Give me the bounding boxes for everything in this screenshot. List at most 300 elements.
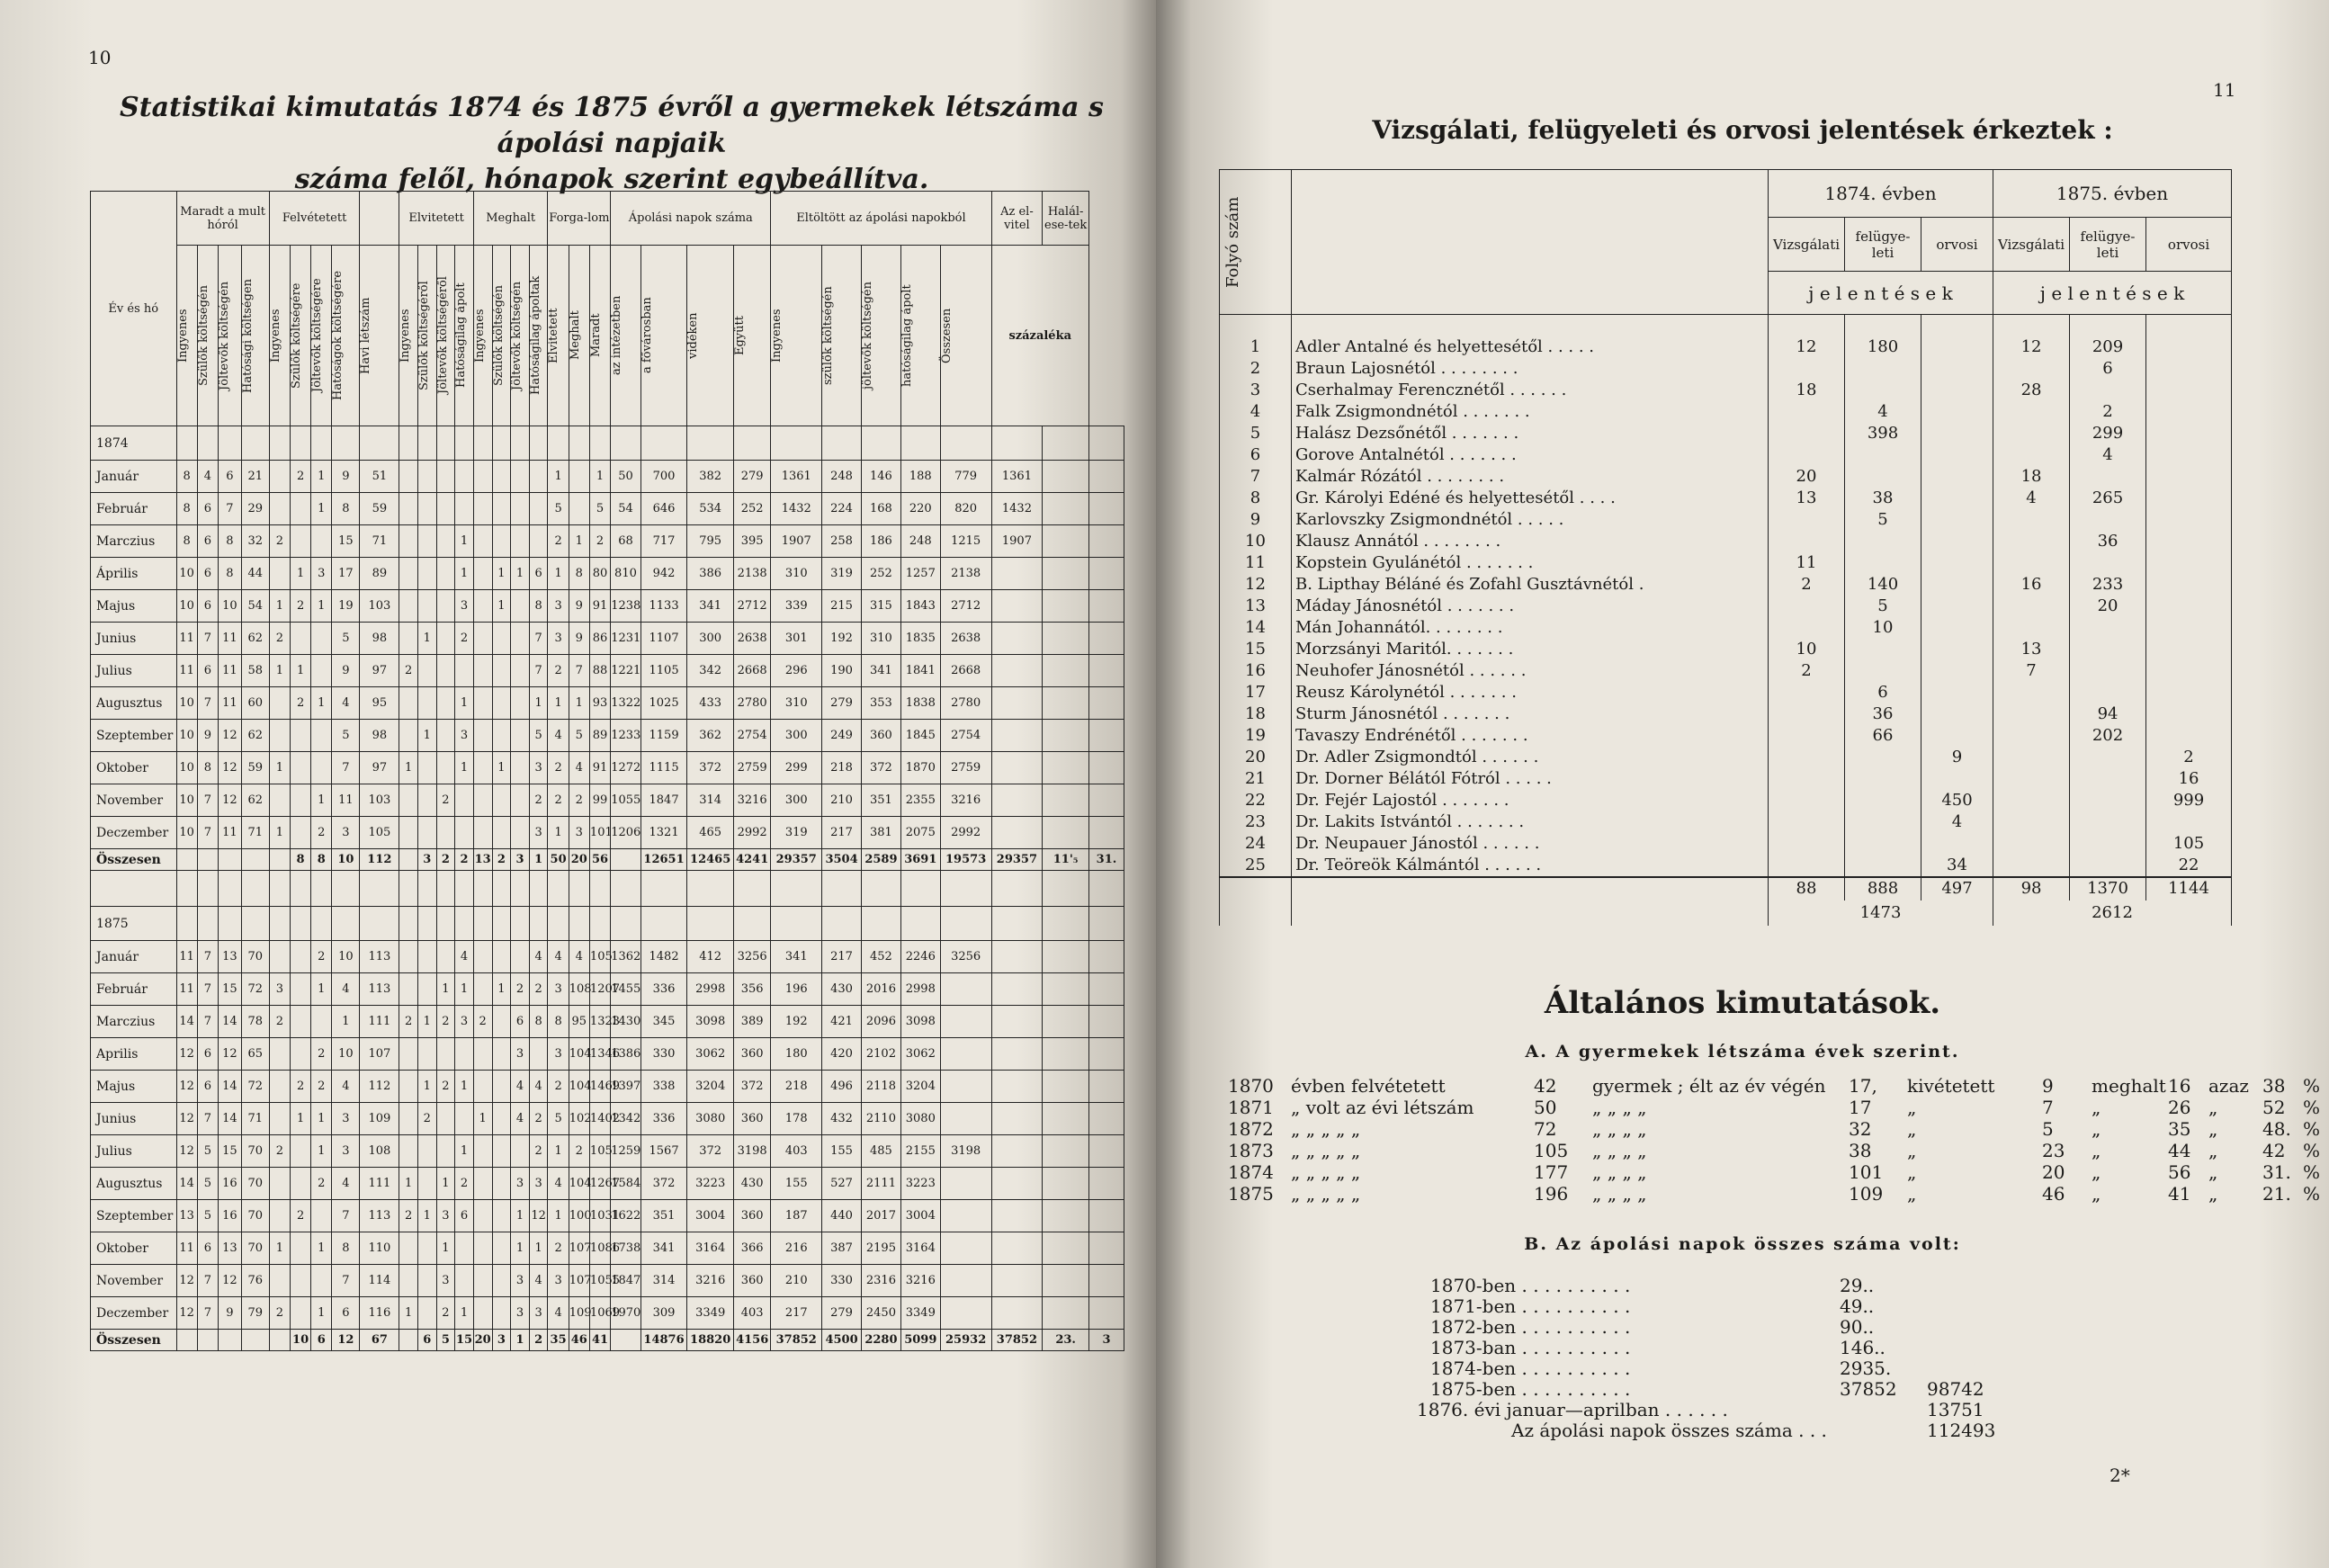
table-cell [1088,687,1124,720]
table-cell: 1 [290,558,310,590]
table-cell: 3080 [900,1103,940,1135]
month-label: Majus [91,590,177,623]
table-cell: 395 [733,525,770,558]
entry-value [1769,682,1845,703]
table-cell [1043,784,1089,817]
table-cell: 14 [218,1006,241,1038]
table-cell: 1322 [611,687,641,720]
table-cell [940,1297,991,1330]
yearstat-sym: % [2303,1161,2321,1183]
entry-value [1921,639,1993,660]
entry-value [1921,466,1993,488]
table-cell: 80 [589,558,610,590]
table-cell [455,1265,474,1297]
table-cell: 360 [733,1103,770,1135]
table-cell: 1 [269,1232,290,1265]
table-cell: 1 [473,1103,492,1135]
sub-column-header: felügye-leti [2070,217,2146,272]
entry-value: 202 [2070,725,2146,747]
total-label: Összesen [91,1330,177,1351]
table-cell: 15 [455,1330,474,1351]
table-cell [269,871,290,907]
table-cell: 10 [332,1038,360,1071]
table-cell [1088,941,1124,973]
table-cell [1088,1232,1124,1265]
table-cell: 5 [197,1135,218,1168]
yearstat-azaz: „ [2208,1161,2218,1183]
table-row [91,1232,1124,1265]
entry-value [1921,833,1993,855]
table-cell [417,1265,436,1297]
table-cell: 330 [640,1038,687,1071]
table-cell [492,1071,511,1103]
table-cell: 220 [900,493,940,525]
table-cell: 1361 [771,461,822,493]
table-cell [399,1038,418,1071]
table-cell: 2 [436,1297,455,1330]
table-cell: 32 [241,525,269,558]
care-days-value: 146.. [1840,1337,1886,1358]
table-cell: 12 [218,1265,241,1297]
table-cell [290,1006,310,1038]
table-cell: 3349 [687,1297,734,1330]
table-cell [436,1103,455,1135]
entry-value [2146,660,2232,682]
table-cell: 330 [822,1265,862,1297]
table-cell: 1469 [589,1071,610,1103]
entry-value [2146,617,2232,639]
table-cell: 1 [455,1071,474,1103]
entry-number: 12 [1220,574,1292,596]
yearstat-m: „ [2092,1118,2101,1140]
table-row [91,1200,1124,1232]
yearstat-n: 72 [1534,1118,1557,1140]
table-cell [492,1297,511,1330]
table-cell [417,817,436,849]
table-cell: 2 [436,849,455,871]
table-cell: 99 [589,784,610,817]
table-cell: 1907 [771,525,822,558]
table-cell: 3164 [687,1232,734,1265]
entry-value: 140 [1845,574,1921,596]
entry-name: Morzsányi Maritól. . . . . . . [1292,639,1769,660]
table-cell: 12 [176,1135,197,1168]
table-cell [473,1265,492,1297]
yearstat-row [1228,1075,2321,1097]
table-cell [399,1232,418,1265]
table-cell [529,1038,548,1071]
care-days-value: 90.. [1840,1316,1875,1338]
column-header [569,246,589,426]
table-cell: 15 [332,525,360,558]
entry-name: Cserhalmay Ferencznétől . . . . . . [1292,380,1769,401]
column-header-label: a fővárosban [640,297,654,374]
table-cell [290,1297,310,1330]
table-cell: 3504 [822,849,862,871]
table-cell: 700 [640,461,687,493]
table-cell [269,907,290,941]
list-item [1220,768,2232,790]
table-cell [589,907,610,941]
table-cell: 1 [548,1200,569,1232]
table-cell: 2138 [940,558,991,590]
table-cell: 1843 [900,590,940,623]
yearstat-alive: 32 [1849,1118,1872,1140]
table-cell [1043,1297,1089,1330]
table-cell [1292,900,1769,926]
entry-value: 209 [2070,336,2146,358]
yearstat-m: „ [2092,1097,2101,1118]
entry-value [1769,423,1845,444]
table-cell: 1 [290,1103,310,1135]
table-cell [492,941,511,973]
table-cell [492,907,511,941]
table-cell: 1 [492,752,511,784]
table-cell: 3 [311,558,332,590]
table-cell: 1 [455,1297,474,1330]
column-header [940,246,991,426]
table-cell [1043,907,1089,941]
entry-value: 18 [1993,466,2070,488]
table-cell [399,493,418,525]
entry-value [1921,660,1993,682]
table-cell: 372 [687,1135,734,1168]
list-item [1220,380,2232,401]
table-cell [991,1103,1043,1135]
table-cell [511,941,530,973]
entry-number: 13 [1220,596,1292,617]
table-cell: 3 [529,1168,548,1200]
table-cell: 465 [687,817,734,849]
yearstat-desc: évben felvétetett [1291,1075,1446,1097]
entry-value: 12 [1769,336,1845,358]
yearstat-p: 42 [2262,1140,2286,1161]
table-cell: 319 [822,558,862,590]
table-cell: 387 [822,1232,862,1265]
entry-value [1845,790,1921,811]
entry-value: 4 [2070,444,2146,466]
table-cell: 11 [176,623,197,655]
entry-number: 9 [1220,509,1292,531]
table-cell [733,871,770,907]
list-item [1220,531,2232,552]
care-days-value: 2935. [1840,1357,1892,1379]
table-cell [1088,752,1124,784]
table-cell [176,426,197,461]
table-cell: 104 [569,1038,589,1071]
table-cell: 91 [589,752,610,784]
table-cell: 1 [311,687,332,720]
table-cell [940,1103,991,1135]
table-cell: 1207 [589,973,610,1006]
table-cell [589,871,610,907]
table-cell [399,558,418,590]
spacer-row [1220,315,2232,336]
table-cell [492,461,511,493]
table-cell: 97 [360,655,399,687]
table-cell: 1738 [611,1232,641,1265]
header-group: Meghalt [473,192,548,246]
table-cell [940,1071,991,1103]
table-cell [991,655,1043,687]
table-cell: 1 [492,973,511,1006]
table-cell: 356 [733,973,770,1006]
entry-value [1769,790,1845,811]
entry-name: Gorove Antalnétól . . . . . . . [1292,444,1769,466]
table-cell: 25932 [940,1330,991,1351]
table-cell: 5 [569,720,589,752]
table-cell [492,871,511,907]
column-header [511,246,530,426]
table-cell: 37852 [771,1330,822,1351]
table-cell: 485 [862,1135,901,1168]
table-cell [241,426,269,461]
table-cell [290,493,310,525]
yearstat-mid: „ „ „ „ [1592,1161,1647,1183]
table-cell: 1 [529,849,548,871]
table-cell: 11 [332,784,360,817]
list-item [1220,488,2232,509]
column-header [492,246,511,426]
table-cell: 86 [589,623,610,655]
table-cell: 108 [360,1135,399,1168]
table-cell [360,426,399,461]
list-item [1220,336,2232,358]
table-cell [589,426,610,461]
care-days-total: 112493 [1927,1420,1996,1441]
table-row [91,1265,1124,1297]
entry-value: 38 [1845,488,1921,509]
table-cell [176,871,197,907]
table-cell: 1 [455,558,474,590]
table-cell: 10 [290,1330,310,1351]
header-group: Ápolási napok száma [611,192,771,246]
table-cell [176,907,197,941]
yearstat-m: „ [2092,1161,2101,1183]
table-cell: 54 [241,590,269,623]
entry-value [1845,358,1921,380]
table-cell: 70 [241,941,269,973]
yearstat-sym: % [2303,1118,2321,1140]
table-cell [241,871,269,907]
entry-number: 1 [1220,336,1292,358]
table-cell: 1841 [900,655,940,687]
entry-value: 13 [1993,639,2070,660]
list-item [1220,444,2232,466]
table-cell: 7 [218,493,241,525]
column-header-label: hatóságilag ápolt [900,284,914,387]
table-cell: 3 [511,1168,530,1200]
entry-value [1993,768,2070,790]
table-cell [473,871,492,907]
title-line-1: Statistikai kimutatás 1874 és 1875 évről a gyermekek létszáma s ápolási napjaik [120,92,1104,159]
table-cell: 2 [529,973,548,1006]
table-cell: 1 [511,1200,530,1232]
table-cell [492,1006,511,1038]
table-cell [529,525,548,558]
entry-value: 233 [2070,574,2146,596]
table-cell: 3349 [900,1297,940,1330]
column-header [822,246,862,426]
entry-value [1921,596,1993,617]
table-cell [290,817,310,849]
list-item [1220,855,2232,877]
yearstat-pct: 56 [2168,1161,2191,1183]
yearstat-desc: „ „ „ „ „ [1291,1140,1361,1161]
table-cell: 72 [241,973,269,1006]
table-cell: 1 [311,1232,332,1265]
table-cell: 279 [822,1297,862,1330]
month-label: Január [91,941,177,973]
table-cell: 1 [311,973,332,1006]
month-label: November [91,784,177,817]
entry-value: 94 [2070,703,2146,725]
column-header-label: Szülők költségén [196,285,211,386]
column-header [640,246,687,426]
table-cell: 1 [269,817,290,849]
table-cell: 71 [241,1103,269,1135]
table-cell [473,687,492,720]
table-row [91,687,1124,720]
table-cell: 188 [900,461,940,493]
table-cell: 56 [589,849,610,871]
table-cell: 4 [332,1071,360,1103]
table-cell: 1362 [611,941,641,973]
table-cell [473,1200,492,1232]
table-cell: 88 [589,655,610,687]
table-cell [940,1168,991,1200]
column-header [269,246,290,426]
table-cell [311,720,332,752]
table-cell [1088,1103,1124,1135]
table-cell: 3216 [900,1265,940,1297]
table-cell: 5 [197,1168,218,1200]
table-cell [197,849,218,871]
entry-value: 450 [1921,790,1993,811]
table-cell: 4 [548,1297,569,1330]
table-cell: 1159 [640,720,687,752]
table-cell [1088,1135,1124,1168]
table-cell: 6 [529,558,548,590]
table-cell [399,1265,418,1297]
entry-number: 22 [1220,790,1292,811]
table-cell [640,871,687,907]
column-header-label: Meghalt [568,310,582,361]
table-cell: 9 [218,1297,241,1330]
table-cell [569,907,589,941]
table-cell: 3 [455,1006,474,1038]
table-cell [940,973,991,1006]
entry-value [2146,358,2232,380]
table-cell: 8 [332,493,360,525]
table-cell: 1430 [611,1006,641,1038]
table-cell: 7 [332,1265,360,1297]
table-cell: 1323 [589,1006,610,1038]
table-cell [473,941,492,973]
table-cell: 4 [455,941,474,973]
table-cell: 372 [862,752,901,784]
table-cell: 1 [511,558,530,590]
table-cell [332,871,360,907]
table-cell: 430 [733,1168,770,1200]
column-header-label: Ingyenes [399,309,413,363]
column-header [197,246,218,426]
table-cell: 6 [197,1071,218,1103]
entry-value: 5 [1845,596,1921,617]
table-cell: 279 [733,461,770,493]
yearstat-azaz: „ [2208,1140,2218,1161]
entry-value [2070,660,2146,682]
table-cell: 3080 [687,1103,734,1135]
entry-value [1769,358,1845,380]
table-cell: 1567 [640,1135,687,1168]
table-cell: 7 [529,655,548,687]
table-cell: 76 [241,1265,269,1297]
table-cell: 2 [311,1168,332,1200]
table-cell: 11 [176,1232,197,1265]
table-cell [1088,1006,1124,1038]
table-cell [1043,461,1089,493]
table-cell: 155 [822,1135,862,1168]
table-cell [436,817,455,849]
table-cell: 3 [436,1200,455,1232]
table-cell: 79 [241,1297,269,1330]
table-cell: 6 [197,525,218,558]
table-cell: 1 [311,493,332,525]
table-cell [473,655,492,687]
table-cell: 4 [511,1103,530,1135]
entry-name: Kopstein Gyulánétól . . . . . . . [1292,552,1769,574]
table-cell: 252 [733,493,770,525]
entry-value [1845,811,1921,833]
table-cell [473,1071,492,1103]
table-cell [1043,871,1089,907]
entry-value [2146,703,2232,725]
sum-row [1220,877,2232,900]
table-cell [197,871,218,907]
table-cell: 9 [332,655,360,687]
table-cell [1043,525,1089,558]
table-cell: 146 [862,461,901,493]
table-cell: 70 [241,1168,269,1200]
table-cell: 2998 [687,973,734,1006]
entry-value: 4 [1993,488,2070,509]
table-cell [991,1232,1043,1265]
table-cell [176,1330,197,1351]
table-cell: 1 [417,1006,436,1038]
table-cell [269,1071,290,1103]
table-cell: 155 [771,1168,822,1200]
table-cell [492,655,511,687]
table-cell: 21 [241,461,269,493]
entry-value [2146,444,2232,466]
table-cell [991,973,1043,1006]
entry-value [1993,747,2070,768]
table-cell: 3 [332,1135,360,1168]
table-cell [1043,720,1089,752]
table-cell: 10 [176,817,197,849]
yearstat-row [1228,1140,2321,1161]
table-cell: 5 [548,493,569,525]
table-cell: 2 [311,941,332,973]
table-cell: 16 [218,1168,241,1200]
table-row [91,973,1124,1006]
table-row [91,1038,1124,1071]
table-cell [473,907,492,941]
yearstat-year: 1870 [1228,1075,1274,1097]
reports-table [1219,169,2232,926]
table-cell [436,461,455,493]
